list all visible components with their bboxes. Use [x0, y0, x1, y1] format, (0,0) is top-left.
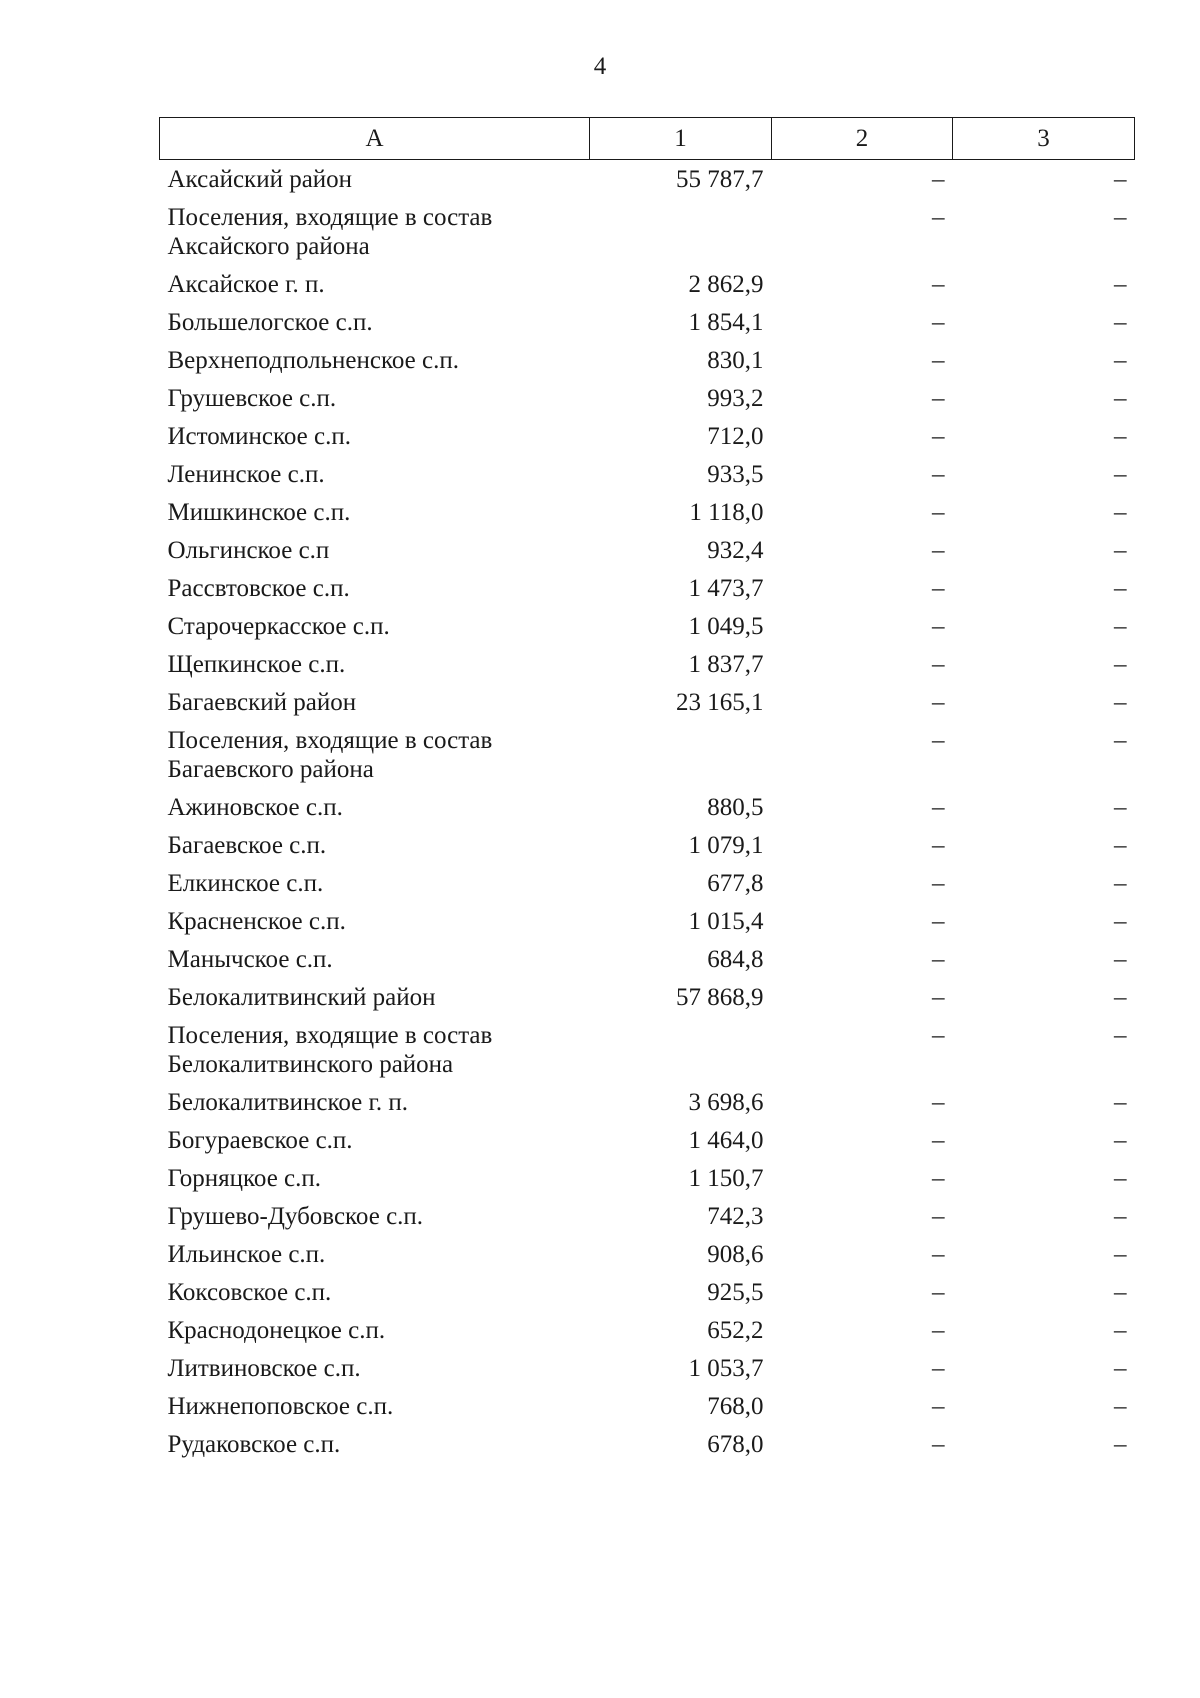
row-col2-cell: – [932, 203, 945, 231]
row-name-cell: Большелогское с.п. [167, 308, 373, 336]
table-row [160, 417, 1135, 455]
table-row [160, 341, 1135, 379]
row-col2-cell: – [932, 460, 945, 488]
row-value-cell: 1 854,1 [688, 308, 764, 336]
row-value-cell: 1 118,0 [689, 498, 764, 526]
row-col2-cell: – [932, 1021, 945, 1049]
row-col2-cell: – [932, 1392, 945, 1420]
table-row [160, 1349, 1135, 1387]
table-row [160, 607, 1135, 645]
row-name-cell: Белокалитвинское г. п. [167, 1088, 409, 1116]
row-col3-cell: – [1114, 165, 1127, 193]
row-value-cell: 830,1 [707, 346, 764, 374]
row-name-cell: Поселения, входящие в состав Белокалитвинского района [167, 1021, 493, 1078]
row-name-cell: Старочеркасское с.п. [167, 612, 390, 640]
row-name-cell: Рудаковское с.п. [167, 1430, 341, 1458]
row-col3-cell: – [1114, 498, 1127, 526]
row-name-cell: Ильинское с.п. [167, 1240, 326, 1268]
row-value-cell: 3 698,6 [688, 1088, 764, 1116]
row-value-cell: 652,2 [707, 1316, 764, 1344]
row-value-cell: 1 053,7 [688, 1354, 764, 1382]
row-col2-cell: – [932, 1354, 945, 1382]
table-row [160, 198, 1135, 265]
row-col2-cell: – [932, 308, 945, 336]
table-row [160, 978, 1135, 1016]
row-name-cell: Горняцкое с.п. [167, 1164, 322, 1192]
row-col2-cell: – [932, 945, 945, 973]
table-row [160, 265, 1135, 303]
row-name-cell: Елкинское с.п. [167, 869, 324, 897]
row-col2-cell: – [932, 536, 945, 564]
row-name-cell: Мишкинское с.п. [167, 498, 351, 526]
table-row [160, 1387, 1135, 1425]
row-col3-cell: – [1114, 1316, 1127, 1344]
table-row [160, 721, 1135, 788]
page-number: 4 [593, 53, 607, 80]
table-row [160, 455, 1135, 493]
row-name-cell: Краснодонецкое с.п. [167, 1316, 386, 1344]
row-value-cell: 2 862,9 [688, 270, 764, 298]
row-name-cell: Щепкинское с.п. [167, 650, 346, 678]
row-col2-cell: – [932, 422, 945, 450]
row-value-cell: 742,3 [707, 1202, 764, 1230]
table-row [160, 1121, 1135, 1159]
table-row [160, 493, 1135, 531]
row-col3-cell: – [1114, 460, 1127, 488]
row-col2-cell: – [932, 688, 945, 716]
row-col3-cell: – [1114, 1202, 1127, 1230]
row-name-cell: Грушево-Дубовское с.п. [167, 1202, 424, 1230]
row-name-cell: Ажиновское с.п. [167, 793, 343, 821]
row-col3-cell: – [1114, 650, 1127, 678]
table-row [160, 940, 1135, 978]
row-col3-cell: – [1114, 1021, 1127, 1049]
row-name-cell: Рассвтовское с.п. [167, 574, 350, 602]
row-col2-cell: – [932, 612, 945, 640]
table-row [160, 826, 1135, 864]
row-value-cell: 1 049,5 [688, 612, 764, 640]
table-row [160, 1016, 1135, 1083]
table-row [160, 1425, 1135, 1463]
row-name-cell: Грушевское с.п. [167, 384, 337, 412]
row-col3-cell: – [1114, 270, 1127, 298]
row-col2-cell: – [932, 1126, 945, 1154]
row-name-cell: Поселения, входящие в состав Аксайского района [167, 203, 493, 260]
row-name-cell: Багаевское с.п. [167, 831, 327, 859]
row-col3-cell: – [1114, 203, 1127, 231]
row-col3-cell: – [1114, 907, 1127, 935]
row-col3-cell: – [1114, 945, 1127, 973]
row-value-cell: 55 787,7 [676, 165, 764, 193]
row-name-cell: Белокалитвинский район [167, 983, 436, 1011]
table-row [160, 788, 1135, 826]
row-value-cell [590, 1016, 772, 1083]
row-name-cell: Верхнеподпольненское с.п. [167, 346, 460, 374]
table-row [160, 569, 1135, 607]
row-col3-cell: – [1114, 1430, 1127, 1458]
row-value-cell: 932,4 [707, 536, 764, 564]
row-value-cell: 684,8 [707, 945, 764, 973]
row-value-cell: 908,6 [707, 1240, 764, 1268]
row-value-cell: 880,5 [707, 793, 764, 821]
table-row [160, 160, 1135, 199]
row-col2-cell: – [932, 1164, 945, 1192]
table-row [160, 1273, 1135, 1311]
row-col3-cell: – [1114, 536, 1127, 564]
table-row [160, 1083, 1135, 1121]
row-col2-cell: – [932, 1430, 945, 1458]
column-header-1: 1 [590, 118, 772, 160]
row-name-cell: Ленинское с.п. [167, 460, 325, 488]
row-col3-cell: – [1114, 1126, 1127, 1154]
column-header-2: 2 [772, 118, 953, 160]
row-col2-cell: – [932, 907, 945, 935]
row-name-cell: Истоминское с.п. [167, 422, 351, 450]
row-col2-cell: – [932, 1278, 945, 1306]
row-value-cell: 1 837,7 [688, 650, 764, 678]
header-row [160, 118, 1135, 160]
row-value-cell: 1 473,7 [688, 574, 764, 602]
row-col3-cell: – [1114, 1240, 1127, 1268]
row-col3-cell: – [1114, 1164, 1127, 1192]
row-col2-cell: – [932, 650, 945, 678]
row-value-cell: 1 015,4 [688, 907, 764, 935]
budget-table [159, 117, 1135, 1463]
row-col2-cell: – [932, 831, 945, 859]
row-value-cell: 1 079,1 [688, 831, 764, 859]
column-header-3: 3 [953, 118, 1135, 160]
row-value-cell: 1 464,0 [688, 1126, 764, 1154]
row-value-cell: 993,2 [707, 384, 764, 412]
row-col3-cell: – [1114, 831, 1127, 859]
row-col3-cell: – [1114, 384, 1127, 412]
row-col3-cell: – [1114, 983, 1127, 1011]
row-name-cell: Красненское с.п. [167, 907, 346, 935]
row-name-cell: Поселения, входящие в состав Багаевского района [167, 726, 493, 783]
row-col2-cell: – [932, 869, 945, 897]
table-header [160, 118, 1135, 160]
row-col3-cell: – [1114, 574, 1127, 602]
row-col2-cell: – [932, 384, 945, 412]
row-col2-cell: – [932, 498, 945, 526]
table-row [160, 864, 1135, 902]
row-value-cell: 768,0 [707, 1392, 764, 1420]
row-value-cell: 1 150,7 [688, 1164, 764, 1192]
table-row [160, 683, 1135, 721]
table-row [160, 1159, 1135, 1197]
table-row [160, 303, 1135, 341]
row-col3-cell: – [1114, 869, 1127, 897]
row-value-cell: 678,0 [707, 1430, 764, 1458]
row-name-cell: Ольгинское с.п [167, 536, 330, 564]
row-col2-cell: – [932, 983, 945, 1011]
table-row [160, 1197, 1135, 1235]
row-col3-cell: – [1114, 726, 1127, 754]
row-value-cell [590, 721, 772, 788]
row-value-cell: 712,0 [707, 422, 764, 450]
row-value-cell: 57 868,9 [676, 983, 764, 1011]
table-row [160, 902, 1135, 940]
row-name-cell: Коксовское с.п. [167, 1278, 332, 1306]
table-row [160, 645, 1135, 683]
row-name-cell: Нижнепоповское с.п. [167, 1392, 394, 1420]
row-col2-cell: – [932, 1240, 945, 1268]
row-col3-cell: – [1114, 688, 1127, 716]
row-col3-cell: – [1114, 1354, 1127, 1382]
row-col3-cell: – [1114, 1278, 1127, 1306]
row-name-cell: Аксайское г. п. [167, 270, 325, 298]
row-value-cell: 933,5 [707, 460, 764, 488]
row-col3-cell: – [1114, 346, 1127, 374]
row-value-cell: 925,5 [707, 1278, 764, 1306]
row-name-cell: Литвиновское с.п. [167, 1354, 361, 1382]
row-value-cell: 677,8 [707, 869, 764, 897]
row-col2-cell: – [932, 793, 945, 821]
table-row [160, 531, 1135, 569]
row-name-cell: Богураевское с.п. [167, 1126, 353, 1154]
table-row [160, 1235, 1135, 1273]
table-row [160, 1311, 1135, 1349]
row-name-cell: Манычское с.п. [167, 945, 333, 973]
row-col2-cell: – [932, 1202, 945, 1230]
row-name-cell: Багаевский район [167, 688, 357, 716]
row-col3-cell: – [1114, 308, 1127, 336]
row-col3-cell: – [1114, 1392, 1127, 1420]
row-col2-cell: – [932, 726, 945, 754]
table-body [160, 160, 1135, 1464]
table-row [160, 379, 1135, 417]
row-value-cell [590, 198, 772, 265]
row-col2-cell: – [932, 1088, 945, 1116]
row-col3-cell: – [1114, 612, 1127, 640]
row-col2-cell: – [932, 574, 945, 602]
row-col3-cell: – [1114, 793, 1127, 821]
column-header-a: А [160, 118, 590, 160]
row-name-cell: Аксайский район [167, 165, 353, 193]
row-col2-cell: – [932, 165, 945, 193]
row-col2-cell: – [932, 270, 945, 298]
row-col2-cell: – [932, 346, 945, 374]
row-value-cell: 23 165,1 [676, 688, 764, 716]
row-col3-cell: – [1114, 422, 1127, 450]
row-col2-cell: – [932, 1316, 945, 1344]
row-col3-cell: – [1114, 1088, 1127, 1116]
